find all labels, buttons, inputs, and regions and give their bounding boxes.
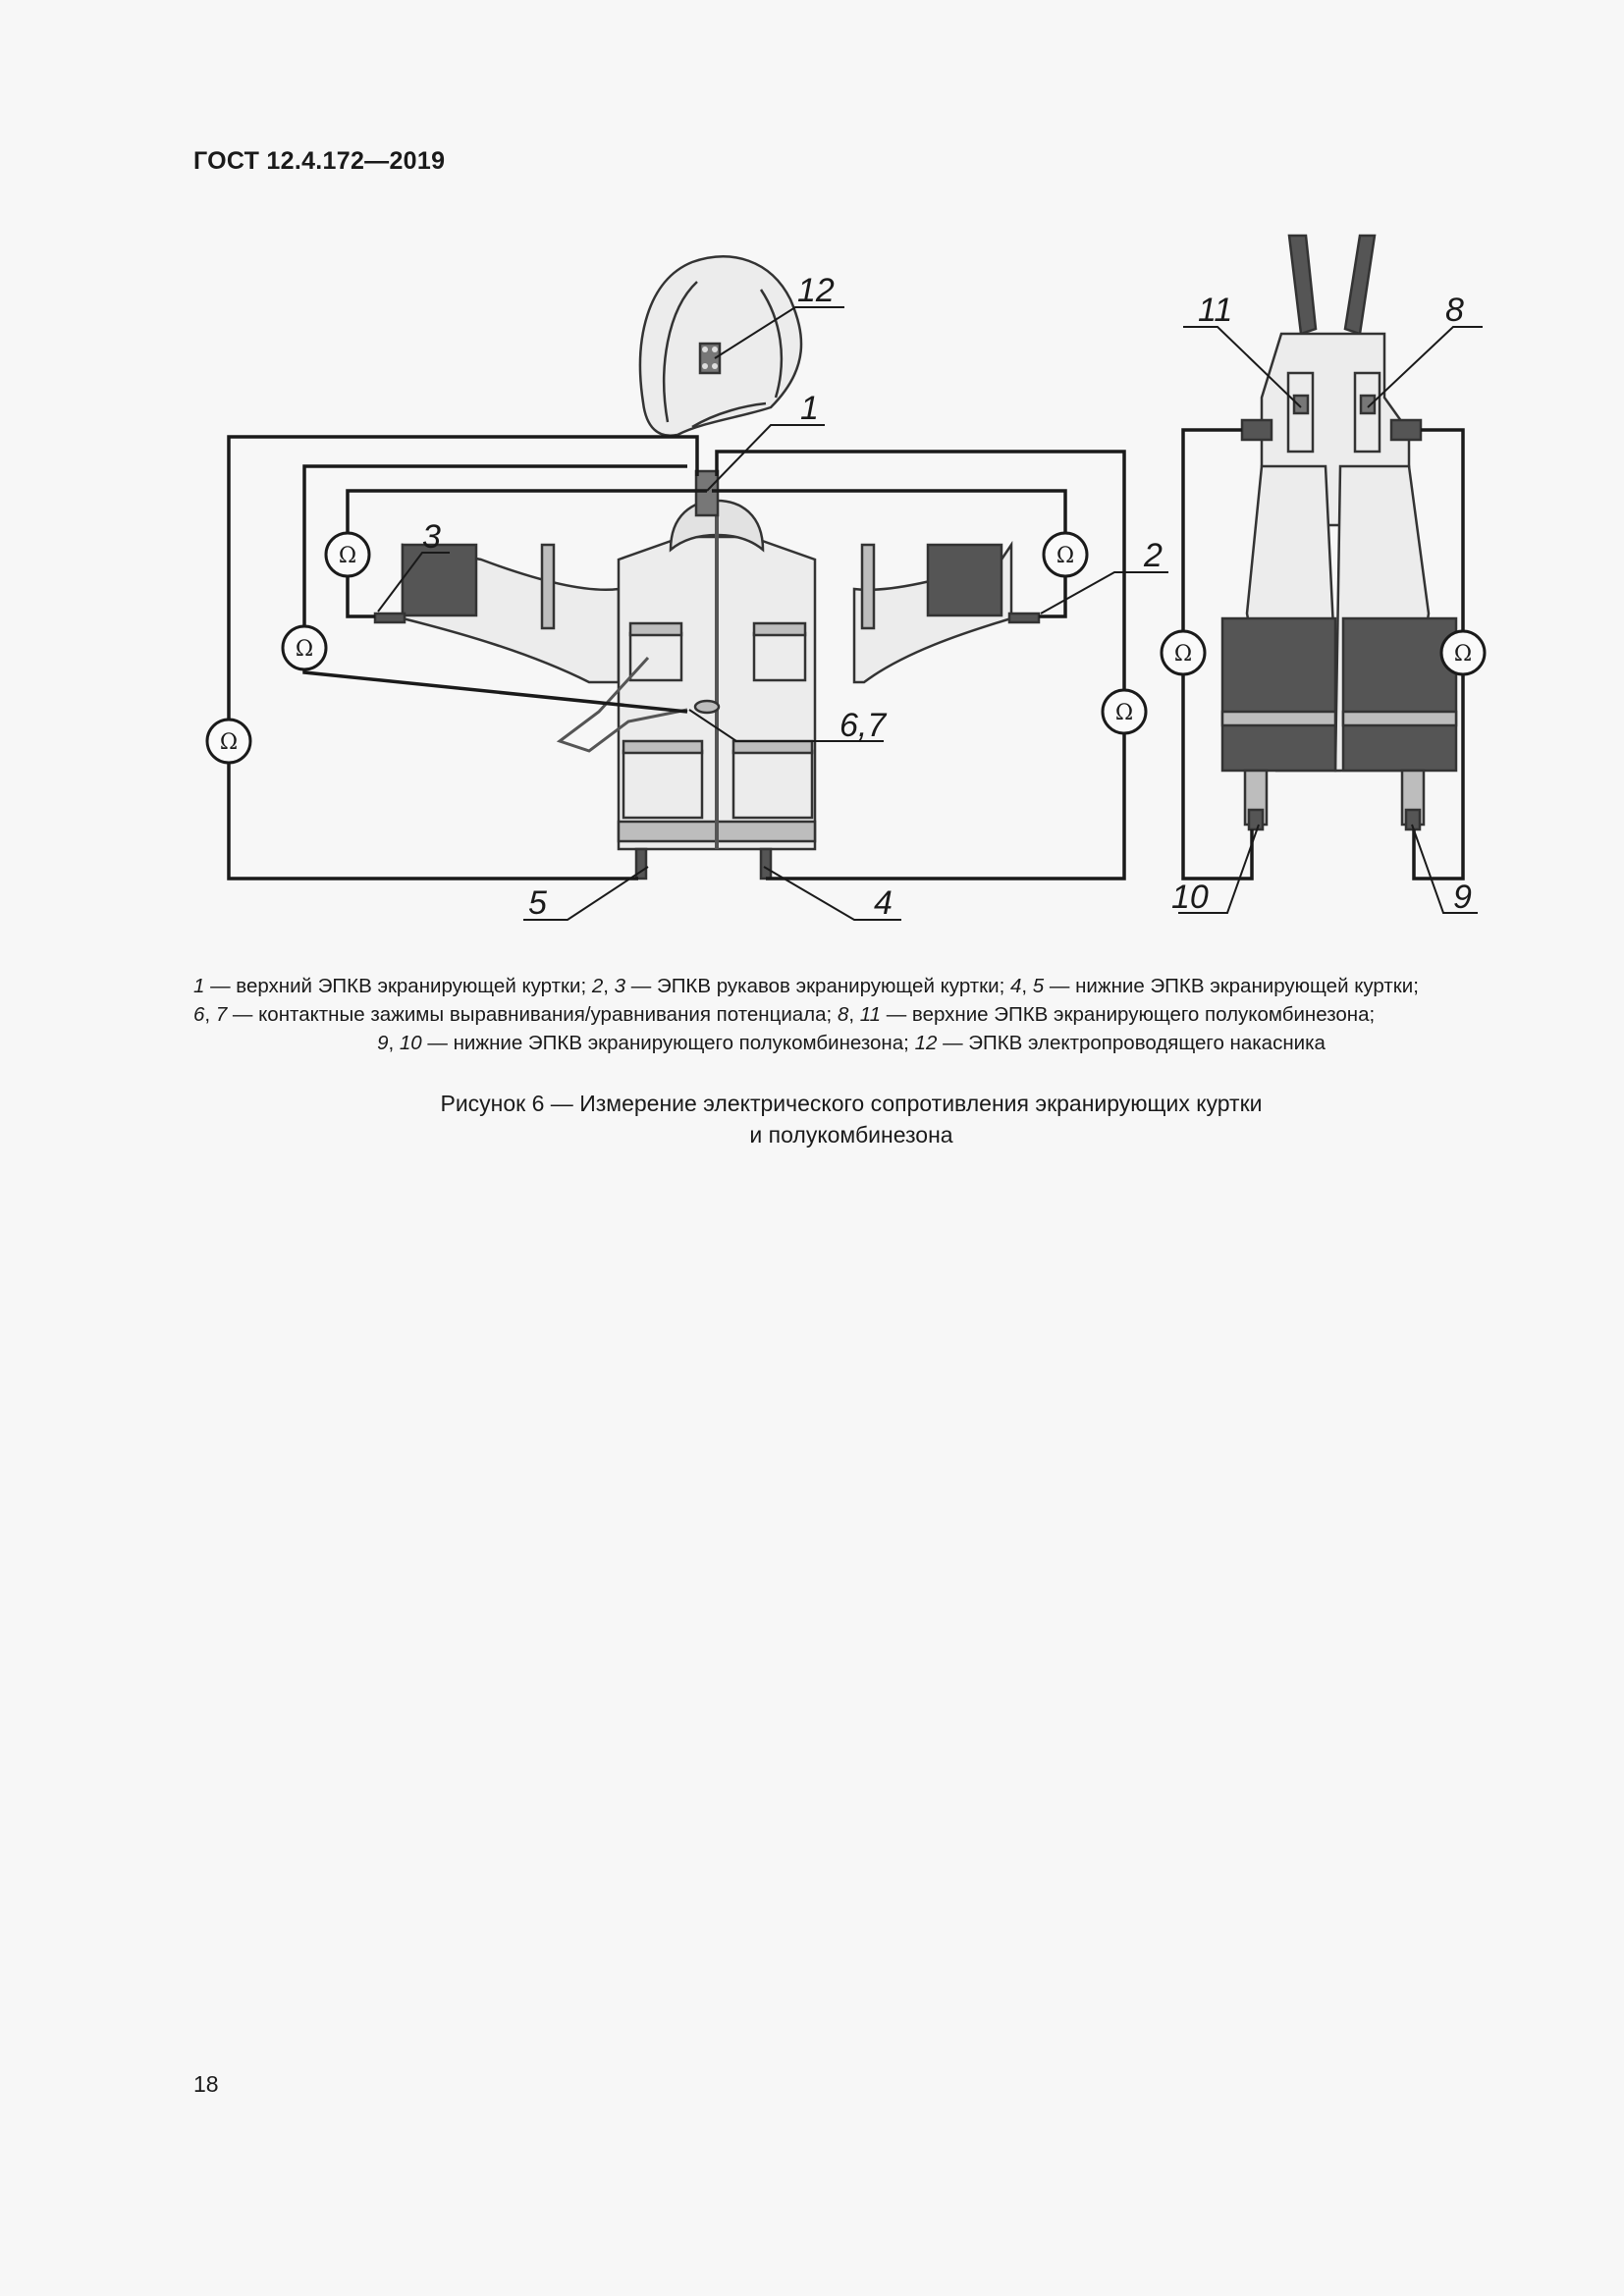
figure-caption [193,1088,1509,1150]
page-number: 18 [193,2071,219,2097]
callout-1: 1 [800,390,819,427]
legend-item-text: — верхний ЭПКВ экранирующей куртки; [204,975,592,997]
legend-line [193,1000,1509,1029]
legend-item-number: 12 [914,1032,938,1054]
svg-text:Ω: Ω [1056,544,1075,568]
legend-item-number: 5 [1032,975,1045,997]
callout-9: 9 [1453,879,1472,916]
overalls-drawing [1222,236,1456,829]
legend-item-number: 3 [614,975,626,997]
figure-diagram [187,221,1502,947]
legend-item-number: 11 [859,1003,882,1026]
legend-item-number: 1 [193,975,205,997]
legend-item-number: 10 [399,1032,422,1054]
ohmmeter-3 [326,533,369,576]
svg-text:Ω: Ω [1453,642,1473,667]
figure-legend [193,972,1509,1057]
legend-item-text: , [204,1003,216,1026]
svg-text:Ω: Ω [1114,701,1134,725]
legend-item-text: , [848,1003,860,1026]
legend-item-text: , [1021,975,1033,997]
legend-item-text: — ЭПКВ электропроводящего накасника [937,1032,1326,1054]
legend-line [193,972,1509,1000]
ohmmeter-2 [283,626,326,669]
legend-item-number: 6 [193,1003,205,1026]
jacket-drawing [375,471,1039,879]
legend-item-text: , [388,1032,400,1054]
callout-10: 10 [1171,879,1209,916]
callout-3: 3 [422,518,441,556]
legend-item-number: 2 [591,975,604,997]
legend-item-number: 9 [377,1032,389,1054]
ohmmeter-5 [1103,690,1146,733]
legend-item-number: 8 [837,1003,849,1026]
callout-5: 5 [528,884,547,922]
ohmmeter-6 [1162,631,1205,674]
svg-text:Ω: Ω [219,730,239,755]
svg-text:Ω: Ω [338,544,357,568]
legend-item-text: — нижние ЭПКВ экранирующей куртки; [1044,975,1419,997]
document-header: ГОСТ 12.4.172—2019 [193,147,446,175]
callout-11: 11 [1198,292,1233,329]
legend-item-text: — верхние ЭПКВ экранирующего полукомбинезона; [881,1003,1376,1026]
caption-line-1: Рисунок 6 — Измерение электрического сопротивления экранирующих куртки [440,1091,1263,1116]
legend-item-number: 4 [1009,975,1022,997]
legend-item-text: — ЭПКВ рукавов экранирующей куртки; [625,975,1010,997]
callout-6-7: 6,7 [839,707,887,744]
legend-item-text: — нижние ЭПКВ экранирующего полукомбинезона; [421,1032,915,1054]
legend-item-text: , [603,975,615,997]
caption-line-2: и полукомбинезона [749,1122,953,1148]
callout-4: 4 [874,884,893,922]
legend-item-number: 7 [215,1003,228,1026]
svg-text:Ω: Ω [295,637,314,662]
callout-2: 2 [1144,537,1163,574]
ohmmeter-1 [207,720,250,763]
ohmmeter-7 [1441,631,1485,674]
svg-text:Ω: Ω [1173,642,1193,667]
callout-8: 8 [1445,292,1464,329]
callout-12: 12 [797,272,835,309]
legend-line [193,1029,1509,1057]
ohmmeter-4 [1044,533,1087,576]
legend-item-text: — контактные зажимы выравнивания/уравнивания потенциала; [227,1003,838,1026]
hood-drawing [640,256,801,435]
